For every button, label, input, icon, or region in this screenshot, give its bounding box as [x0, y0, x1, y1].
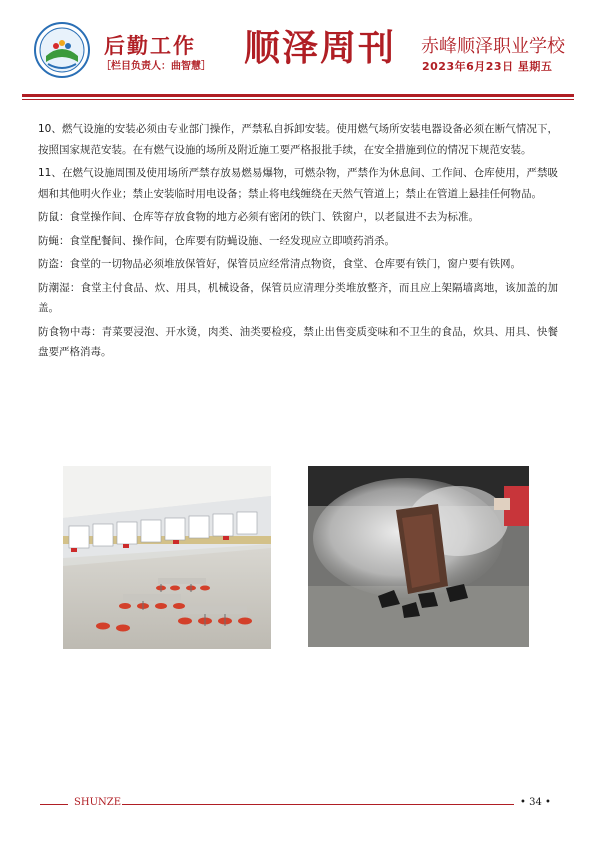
paragraph-theft-prevention: 防盗：食堂的一切物品必须堆放保管好，保管员应经常清点物资，食堂、仓库要有铁门，窗户要有铁网。: [38, 258, 521, 270]
issue-date: 2023年6月23日 星期五: [422, 60, 553, 73]
school-logo-icon: [34, 22, 90, 78]
header-rule-thin: [22, 99, 574, 100]
paragraph-gas-installation: 10、燃气设施的安装必须由专业部门操作，严禁私自拆卸安装。使用燃气场所安装电器设备必须在断气情况下，按照国家规范安装。在有燃气设施的场所及附近施工要严格报批手续，在安全措施到位的情况下规范安装。: [38, 123, 558, 156]
school-logo: [34, 22, 90, 78]
paragraph-fly-prevention: 防蝇：食堂配餐间、操作间，仓库要有防蝇设施、一经发现应立即喷药消杀。: [38, 234, 395, 247]
footer-label: SHUNZE: [74, 797, 121, 808]
header-rule: [22, 94, 574, 97]
school-name: 赤峰顺泽职业学校: [421, 36, 565, 57]
canteen-photo: [63, 466, 271, 649]
footer-rule-right: [122, 804, 514, 805]
page-number: • 34 •: [520, 797, 551, 808]
paragraph-moisture-prevention: 防潮湿：食堂主付食品、炊、用具，机械设备，保管员应清理分类堆放整齐，而且应上架隔墙离地，该加盖的加盖。: [38, 281, 558, 314]
column-title: 后勤工作: [104, 34, 196, 58]
paragraph-gas-surroundings: 11、在燃气设施周围及使用场所严禁存放易燃易爆物，可燃杂物，严禁作为休息间、工作间、仓库使用，严禁吸烟和其他明火作业；禁止安装临时用电设备；禁止将电线缠绕在天然气管道上；禁止在管道上悬挂任何物品。: [38, 167, 558, 200]
canteen-photo-image: [63, 466, 271, 649]
paragraph-rodent-prevention: 防鼠：食堂操作间、仓库等存放食物的地方必须有密闭的铁门、铁窗户，以老鼠进不去为标准。: [38, 211, 479, 223]
article-body: [38, 119, 558, 366]
fumigation-photo-image: [308, 466, 529, 647]
column-editor: ［栏目负责人：曲智慧］: [101, 61, 211, 72]
footer-rule-left: [40, 804, 68, 805]
paragraph-food-poisoning-prevention: 防食物中毒：青菜要浸泡、开水烫，肉类、油类要检疫，禁止出售变质变味和不卫生的食品，炊具、用具、快餐盘要严格消毒。: [38, 325, 558, 358]
fumigation-photo: [308, 466, 529, 647]
masthead-title: 顺泽周刊: [244, 27, 397, 69]
